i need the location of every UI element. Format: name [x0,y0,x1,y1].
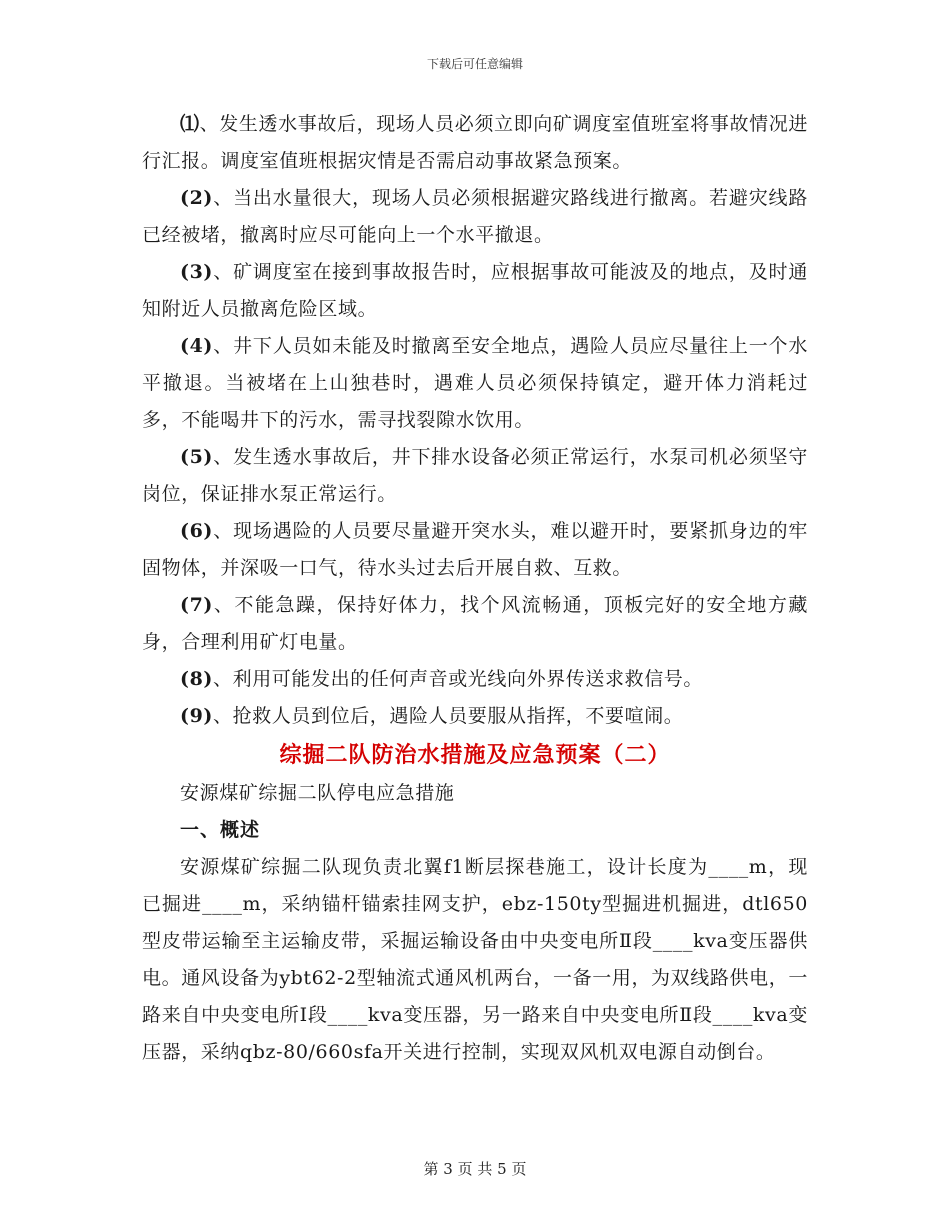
list-item [142,254,808,328]
list-item [142,439,808,513]
list-item [142,513,808,587]
item-text: 、矿调度室在接到事故报告时，应根据事故可能波及的地点，及时通知附近人员撤离危险区域。 [142,261,808,320]
list-item [142,180,808,254]
list-item [142,328,808,439]
overview-heading: 一、概述 [180,819,261,841]
section-title: 综掘二队防治水措施及应急预案（二） [279,742,671,768]
item-text: 、抢救人员到位后，遇险人员要服从指挥，不要喧闹。 [213,705,684,727]
list-item [142,698,808,735]
item-text: 、利用可能发出的任何声音或光线向外界传送求救信号。 [213,668,704,690]
item-text: 、发生透水事故后，现场人员必须立即向矿调度室值班室将事故情况进行汇报。调度室值班根据灾情是否需启动事故紧急预案。 [142,113,808,172]
item-number: (4) [180,335,213,357]
item-number: (3) [180,261,213,283]
item-number: (6) [180,520,213,542]
page-header: 下载后可任意编辑 [426,57,523,71]
page-number: 第 3 页 共 5 页 [423,1160,527,1178]
list-item [142,587,808,661]
item-number: (7) [180,594,213,616]
item-number: (2) [180,187,213,209]
item-text: 、发生透水事故后，井下排水设备必须正常运行，水泵司机必须坚守岗位，保证排水泵正常运行。 [142,446,808,505]
item-number: (9) [180,705,213,727]
item-number: (5) [180,446,213,468]
list-item [142,106,808,180]
item-text: 、当出水量很大，现场人员必须根据避灾路线进行撤离。若避灾线路已经被堵，撤离时应尽可能向上一个水平撤退。 [142,187,808,246]
item-number: (8) [180,668,213,690]
overview-paragraph: 安源煤矿综掘二队现负责北翼f1断层探巷施工，设计长度为____m，现已掘进____m，采纳锚杆锚索挂网支护，ebz-150ty型掘进机掘进，dtl650型皮带运输至主运输皮带，采掘运输设备由中央变电所Ⅱ段____kva变压器供电。通风设备为ybt62-2型轴流式通风机两台，一备一用，为双线路供电，一路来自中央变电所Ⅰ段____kva变压器，另一路来自中央变电所Ⅱ段____kva变压器，采纳qbz-80/660sfa开关进行控制，实现双风机双电源自动倒台。 [142,856,808,1063]
item-text: 、现场遇险的人员要尽量避开突水头，难以避开时，要紧抓身边的牢固物体，并深吸一口气，待水头过去后开展自救、互救。 [142,520,808,579]
list-item [142,661,808,698]
item-text: 、不能急躁，保持好体力，找个风流畅通，顶板完好的安全地方藏身，合理利用矿灯电量。 [142,594,808,653]
item-text: 、井下人员如未能及时撤离至安全地点，遇险人员应尽量往上一个水平撤退。当被堵在上山独巷时，遇难人员必须保持镇定，避开体力消耗过多，不能喝井下的污水，需寻找裂隙水饮用。 [142,335,808,431]
item-number: ⑴ [180,113,200,135]
document-body [142,106,808,1071]
section-subtitle: 安源煤矿综掘二队停电应急措施 [180,782,455,804]
